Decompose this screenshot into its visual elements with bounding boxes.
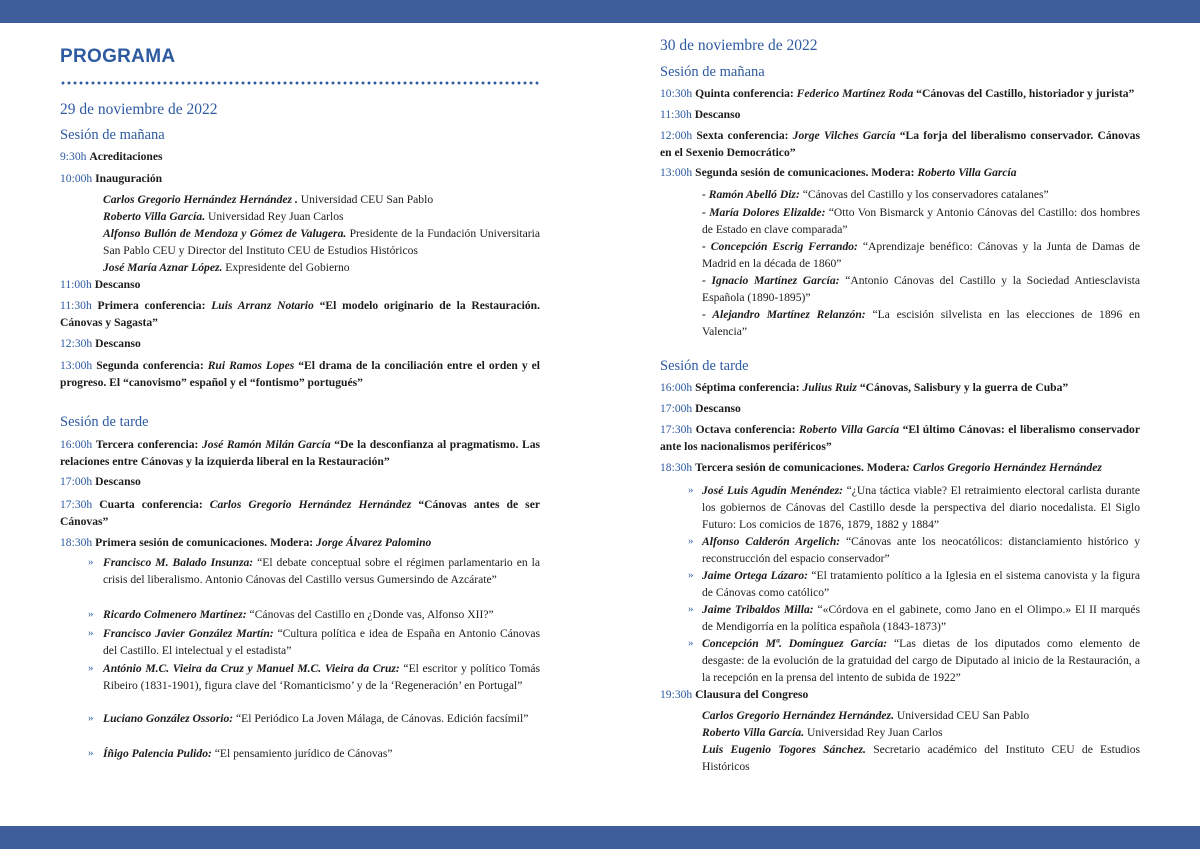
communication-title: “Cánovas del Castillo en ¿Donde vas, Alfonso XII?” bbox=[246, 608, 494, 621]
item-label: Tercera sesión de comunicaciones. Modera bbox=[695, 461, 907, 474]
item-time: 9:30h bbox=[60, 150, 87, 163]
item-time: 18:30h bbox=[60, 536, 93, 549]
talk-title: “De la desconfianza al pragmatismo. Las relaciones entre Cánovas y la izquierda liberal en la Restauración” bbox=[60, 438, 540, 468]
item-time: 17:00h bbox=[60, 475, 93, 488]
speaker-name: Roberto Villa García. bbox=[103, 210, 206, 223]
speaker-line bbox=[103, 225, 540, 259]
speaker-name: Jorge Vilches García bbox=[792, 129, 896, 142]
communication-item bbox=[702, 482, 1140, 533]
item-time: 19:30h bbox=[660, 688, 693, 701]
bullet-icon: » bbox=[88, 662, 94, 674]
speaker-name: Luis Eugenio Togores Sánchez. bbox=[702, 743, 866, 756]
bullet-icon: » bbox=[688, 484, 694, 496]
author-name: Alfonso Calderón Argelich: bbox=[702, 535, 841, 548]
communication-title: “El tratamiento político a la Iglesia en el sistema canovista y la figura de Cánovas como católico” bbox=[702, 569, 1140, 599]
moderator-name: Jorge Álvarez Palomino bbox=[316, 536, 432, 549]
item-label: Sexta conferencia: bbox=[696, 129, 793, 142]
communication-item bbox=[103, 625, 540, 659]
item-label: Primera conferencia: bbox=[97, 299, 212, 312]
dotted-divider bbox=[60, 81, 540, 85]
day2-afternoon-heading: Sesión de tarde bbox=[660, 358, 749, 374]
item-time: 12:00h bbox=[660, 129, 693, 142]
communication-item bbox=[702, 306, 1140, 340]
item-text: Inauguración bbox=[95, 172, 163, 185]
speaker-line bbox=[103, 259, 350, 276]
speaker-line bbox=[103, 191, 433, 208]
communication-title: “El Periódico La Joven Málaga, de Cánovas. Edición facsímil” bbox=[233, 712, 529, 725]
talk-title: “Cánovas, Salisbury y la guerra de Cuba” bbox=[856, 381, 1069, 394]
top-color-band bbox=[0, 0, 1200, 23]
speaker-name: José Ramón Milán García bbox=[201, 438, 331, 451]
speaker-name: Alfonso Bullón de Mendoza y Gómez de Valugera. bbox=[103, 227, 347, 240]
item-text: Descanso bbox=[95, 475, 141, 488]
item-time: 17:00h bbox=[660, 402, 693, 415]
schedule-item bbox=[660, 400, 741, 417]
speaker-name: Luis Arranz Notario bbox=[211, 299, 314, 312]
speaker-line bbox=[702, 741, 1140, 775]
item-time: 13:00h bbox=[60, 359, 93, 372]
author-name: Íñigo Palencia Pulido: bbox=[103, 747, 212, 760]
communication-title: “El pensamiento jurídico de Cánovas” bbox=[211, 747, 393, 760]
speaker-affiliation: Universidad Rey Juan Carlos bbox=[205, 210, 344, 223]
speaker-affiliation: Universidad CEU San Pablo bbox=[297, 193, 434, 206]
day1-morning-heading: Sesión de mañana bbox=[60, 127, 165, 143]
item-time: 17:30h bbox=[60, 498, 93, 511]
speaker-affiliation: Universidad CEU San Pablo bbox=[893, 709, 1030, 722]
item-label: Segunda sesión de comunicaciones. Modera: bbox=[695, 166, 918, 179]
communication-title: “El debate conceptual sobre el régimen parlamentario en la crisis del liberalismo. Antonio Cánovas del Castillo versus Gumersindo de Azcárate” bbox=[103, 556, 540, 586]
author-name: Francisco Javier González Martín: bbox=[103, 627, 274, 640]
author-name: - María Dolores Elizalde: bbox=[702, 206, 826, 219]
author-name: Concepción Mª. Domínguez García: bbox=[702, 637, 888, 650]
communication-item bbox=[702, 186, 1049, 203]
schedule-item bbox=[660, 686, 808, 703]
author-name: Francisco M. Balado Insunza: bbox=[103, 556, 254, 569]
talk-title: “Cánovas antes de ser Cánovas” bbox=[60, 498, 540, 528]
schedule-item bbox=[660, 127, 1140, 161]
speaker-name: José María Aznar López. bbox=[103, 261, 223, 274]
schedule-item bbox=[60, 276, 140, 293]
communication-title: “Aprendizaje benéfico: Cánovas y la Junta de Damas de Madrid en la década de 1860” bbox=[702, 240, 1140, 270]
item-text: Descanso bbox=[694, 108, 741, 121]
item-text: Descanso bbox=[695, 402, 741, 415]
day2-date: 30 de noviembre de 2022 bbox=[660, 37, 818, 54]
speaker-affiliation: Expresidente del Gobierno bbox=[222, 261, 350, 274]
communication-title: “El escritor y político Tomás Ribeiro (1831-1901), figura clave del ‘Romanticismo’ y de la ‘Regeneración’ en Portugal” bbox=[103, 662, 540, 692]
item-time: 10:30h bbox=[660, 87, 693, 100]
bullet-icon: » bbox=[688, 603, 694, 615]
schedule-item bbox=[60, 170, 162, 187]
schedule-item bbox=[60, 496, 540, 530]
item-text: Descanso bbox=[94, 278, 141, 291]
speaker-line bbox=[702, 724, 943, 741]
item-label: Séptima conferencia: bbox=[695, 381, 803, 394]
item-label: Cuarta conferencia: bbox=[99, 498, 210, 511]
speaker-name: Carlos Gregorio Hernández Hernández. bbox=[702, 709, 894, 722]
moderator-name: Roberto Villa García bbox=[917, 166, 1017, 179]
bullet-icon: » bbox=[88, 627, 94, 639]
bullet-icon: » bbox=[88, 556, 94, 568]
speaker-line bbox=[702, 707, 1029, 724]
item-time: 16:00h bbox=[60, 438, 93, 451]
schedule-item bbox=[660, 106, 740, 123]
talk-title: “El drama de la conciliación entre el orden y el progreso. El “canovismo” español y el “fontismo” portugués” bbox=[60, 359, 541, 389]
speaker-name: Carlos Gregorio Hernández Hernández bbox=[209, 498, 412, 511]
bullet-icon: » bbox=[88, 712, 94, 724]
item-text: Descanso bbox=[95, 337, 141, 350]
schedule-item bbox=[60, 357, 540, 391]
author-name: - Ramón Abelló Diz: bbox=[702, 188, 800, 201]
bullet-icon: » bbox=[688, 535, 694, 547]
speaker-name: Rui Ramos Lopes bbox=[207, 359, 295, 372]
author-name: Jaime Ortega Lázaro: bbox=[702, 569, 808, 582]
communication-item bbox=[103, 660, 540, 694]
item-time: 11:30h bbox=[60, 299, 92, 312]
speaker-name: Roberto Villa García bbox=[798, 423, 900, 436]
talk-title: “Cánovas del Castillo, historiador y jurista” bbox=[913, 87, 1135, 100]
communication-item bbox=[103, 745, 392, 762]
item-time: 13:00h bbox=[660, 166, 693, 179]
item-text: Acreditaciones bbox=[89, 150, 163, 163]
communication-item bbox=[103, 710, 540, 727]
talk-title: “El último Cánovas: el liberalismo conservador ante los nacionalismos periféricos” bbox=[660, 423, 1140, 453]
schedule-item bbox=[60, 335, 141, 352]
schedule-item bbox=[60, 473, 141, 490]
speaker-affiliation: Presidente de la Fundación Universitaria San Pablo CEU y Director del Instituto CEU de Estudios Históricos bbox=[103, 227, 540, 257]
author-name: - Alejandro Martínez Relanzón: bbox=[702, 308, 866, 321]
schedule-item bbox=[60, 436, 540, 470]
bullet-icon: » bbox=[88, 747, 94, 759]
communication-item bbox=[103, 606, 494, 623]
speaker-name: Julius Ruiz bbox=[802, 381, 857, 394]
bullet-icon: » bbox=[688, 637, 694, 649]
item-time: 16:00h bbox=[660, 381, 693, 394]
author-name: José Luis Agudín Menéndez: bbox=[702, 484, 844, 497]
bullet-icon: » bbox=[88, 608, 94, 620]
communication-item bbox=[702, 533, 1140, 567]
item-label: Octava conferencia: bbox=[695, 423, 799, 436]
day1-afternoon-heading: Sesión de tarde bbox=[60, 414, 149, 430]
communication-item bbox=[702, 272, 1140, 306]
communication-title: “Cultura política e idea de España en Antonio Cánovas del Castillo. El intelectual y el estadista” bbox=[103, 627, 540, 657]
schedule-item bbox=[660, 85, 1134, 102]
item-time: 18:30h bbox=[660, 461, 693, 474]
bullet-icon: » bbox=[688, 569, 694, 581]
item-text: Clausura del Congreso bbox=[695, 688, 809, 701]
schedule-item bbox=[60, 148, 163, 165]
schedule-item bbox=[660, 459, 1102, 476]
schedule-item bbox=[660, 379, 1068, 396]
speaker-line bbox=[103, 208, 344, 225]
speaker-affiliation: Universidad Rey Juan Carlos bbox=[804, 726, 943, 739]
page-title: PROGRAMA bbox=[60, 46, 176, 67]
item-label: Tercera conferencia: bbox=[95, 438, 202, 451]
speaker-affiliation: Secretario académico del Instituto CEU de Estudios Históricos bbox=[702, 743, 1141, 773]
item-time: 12:30h bbox=[60, 337, 93, 350]
communication-title: “Las dietas de los diputados como elemento de desgaste: de la evolución de la gratuidad del cargo de Diputado al inicio de la Restauración, a la recepción en la prensa del intento de subida de 1922” bbox=[702, 637, 1140, 684]
communication-item bbox=[702, 567, 1140, 601]
item-time: 17:30h bbox=[660, 423, 693, 436]
communication-title: “Cánovas del Castillo y los conservadores catalanes” bbox=[799, 188, 1049, 201]
communication-item bbox=[702, 204, 1140, 238]
talk-title: “El modelo originario de la Restauración. Cánovas y Sagasta” bbox=[60, 299, 540, 329]
communication-title: “La escisión silvelista en las elecciones de 1896 en Valencia” bbox=[702, 308, 1140, 338]
communication-title: “Antonio Cánovas del Castillo y la Sociedad Antiesclavista Española (1890-1895)” bbox=[702, 274, 1140, 304]
bottom-color-band bbox=[0, 826, 1200, 849]
day2-morning-heading: Sesión de mañana bbox=[660, 64, 765, 80]
speaker-name: Carlos Gregorio Hernández Hernández . bbox=[103, 193, 298, 206]
author-name: Ricardo Colmenero Martínez: bbox=[103, 608, 247, 621]
schedule-item bbox=[60, 297, 540, 331]
day1-date: 29 de noviembre de 2022 bbox=[60, 101, 218, 118]
communication-item bbox=[103, 554, 540, 588]
schedule-item bbox=[660, 421, 1140, 455]
author-name: - Concepción Escrig Ferrando: bbox=[702, 240, 858, 253]
item-label: Quinta conferencia: bbox=[695, 87, 797, 100]
item-time: 11:30h bbox=[660, 108, 692, 121]
schedule-item bbox=[660, 164, 1017, 181]
author-name: - Ignacio Martínez García: bbox=[702, 274, 840, 287]
schedule-item bbox=[60, 534, 431, 551]
communication-title: “Otto Von Bismarck y Antonio Cánovas del Castillo: dos hombres de Estado en clave comparada” bbox=[702, 206, 1141, 236]
communication-item bbox=[702, 238, 1140, 272]
author-name: António M.C. Vieira da Cruz y Manuel M.C. Vieira da Cruz: bbox=[103, 662, 400, 675]
item-time: 10:00h bbox=[60, 172, 93, 185]
item-time: 11:00h bbox=[60, 278, 92, 291]
communication-title: “Cánovas ante los neocatólicos: distanciamiento histórico y reconstrucción del espacio conservador” bbox=[702, 535, 1140, 565]
communication-item bbox=[702, 635, 1140, 686]
author-name: Jaime Tribaldos Milla: bbox=[702, 603, 814, 616]
speaker-name: Federico Martínez Roda bbox=[796, 87, 914, 100]
talk-title: “La forja del liberalismo conservador. Cánovas en el Sexenio Democrático” bbox=[660, 129, 1140, 159]
speaker-name: Roberto Villa García. bbox=[702, 726, 805, 739]
author-name: Luciano González Ossorio: bbox=[103, 712, 234, 725]
communication-title: “«Córdova en el gabinete, como Jano en el Olimpo.» El II marqués de Mendigorría en la política española (1843-1873)” bbox=[702, 603, 1141, 633]
communication-item bbox=[702, 601, 1140, 635]
item-label: Primera sesión de comunicaciones. Modera: bbox=[95, 536, 317, 549]
item-label: Segunda conferencia: bbox=[96, 359, 208, 372]
moderator-name: : Carlos Gregorio Hernández Hernández bbox=[906, 461, 1102, 474]
communication-title: “¿Una táctica viable? El retraimiento electoral carlista durante los gobiernos de Cánovas del Castillo desde la perspectiva del diario nocedalista. El Siglo Futuro: Los comicios de 1876, 1879, 1882 y 1884” bbox=[702, 484, 1140, 531]
